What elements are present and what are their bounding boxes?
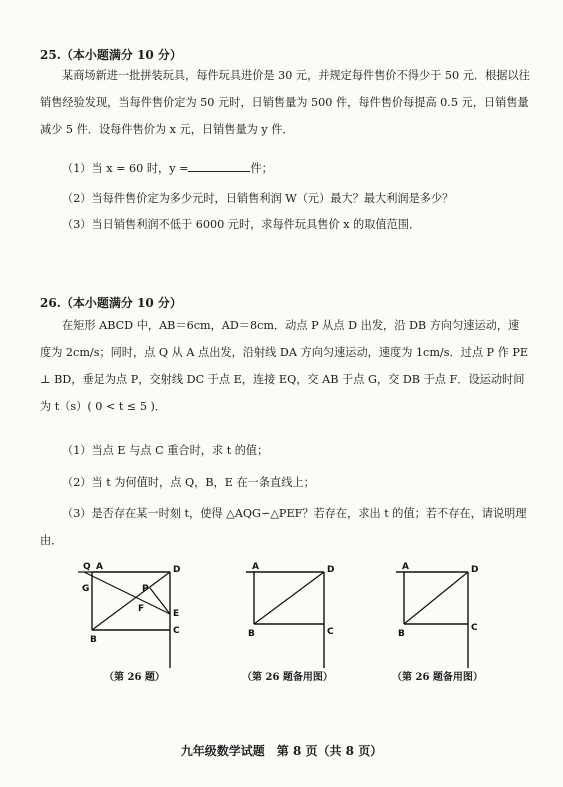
q25-part1-unit: 件；	[250, 162, 273, 175]
q25-part2: （2）当每件售价定为多少元时，日销售利润 W（元）最大？最大利润是多少？	[62, 192, 454, 205]
label-a: A	[402, 562, 409, 572]
label-a: A	[96, 562, 103, 572]
label-c: C	[471, 623, 478, 633]
label-c: C	[173, 626, 180, 636]
segment-qe	[84, 572, 170, 614]
q25-part1-text: （1）当 x = 60 时，y =	[62, 162, 189, 175]
label-q: Q	[83, 562, 91, 572]
q25-heading: 25.（本小题满分 10 分）	[40, 48, 182, 62]
figure-spare-2	[396, 558, 486, 670]
label-c: C	[327, 627, 334, 637]
q25-stem: 某商场新进一批拼装玩具，每件玩具进价是 30 元，并规定每件售价不得少于 50 元．根据以往销售经验发现，当每件售价定为 50 元时，日销售量为 500 件，每件售价每提高 0.5 元，日销售量减少 5 件．设每件售价为 x 元，日销售量为 y 件．	[40, 69, 530, 136]
label-a: A	[252, 562, 259, 572]
label-d: D	[471, 565, 479, 575]
fig3-caption: （第 26 题备用图）	[392, 672, 483, 683]
q26-part3: （3）是否存在某一时刻 t，使得 △AQG∽△PEF？若存在，求出 t 的值；若不存在，请说明理由．	[40, 507, 527, 547]
label-d: D	[173, 565, 181, 575]
label-p: P	[142, 584, 149, 594]
label-d: D	[327, 565, 335, 575]
q26-stem: 在矩形 ABCD 中，AB＝6cm，AD＝8cm．动点 P 从点 D 出发，沿 DB 方向匀速运动，速度为 2cm/s；同时，点 Q 从 A 点出发，沿射线 DA 方向匀速运动，速度为 1cm/s．过点 P 作 PE ⊥ BD，垂足为点 P，交射线 DC 于点 E，连接 EQ，交 AB 于点 G，交 DB 于点 F．设运动时间为 t（s）( 0 < t ≤ 5 )．	[40, 319, 529, 413]
label-b: B	[90, 635, 97, 645]
label-b: B	[398, 629, 405, 639]
answer-blank	[188, 161, 250, 172]
q26-heading: 26.（本小题满分 10 分）	[40, 296, 182, 310]
q25-part1	[62, 160, 273, 176]
figure-main	[78, 558, 198, 670]
label-b: B	[248, 629, 255, 639]
page-footer: 九年级数学试题 第 8 页（共 8 页）	[180, 744, 383, 758]
figure-spare-1	[246, 558, 336, 670]
segment-pe	[150, 588, 170, 614]
q25-part3: （3）当日销售利润不低于 6000 元时，求每件玩具售价 x 的取值范围．	[62, 218, 421, 231]
q26-part1: （1）当点 E 与点 C 重合时，求 t 的值；	[62, 444, 269, 457]
diagonal-bd	[404, 572, 468, 624]
label-g: G	[82, 584, 90, 594]
q26-part2: （2）当 t 为何值时，点 Q，B，E 在一条直线上；	[62, 476, 315, 489]
fig2-caption: （第 26 题备用图）	[242, 672, 333, 683]
diagonal-bd	[254, 572, 324, 624]
fig1-caption: （第 26 题）	[104, 672, 165, 683]
label-e: E	[173, 609, 180, 619]
diagonal-bd	[92, 572, 170, 630]
label-f: F	[138, 604, 145, 614]
